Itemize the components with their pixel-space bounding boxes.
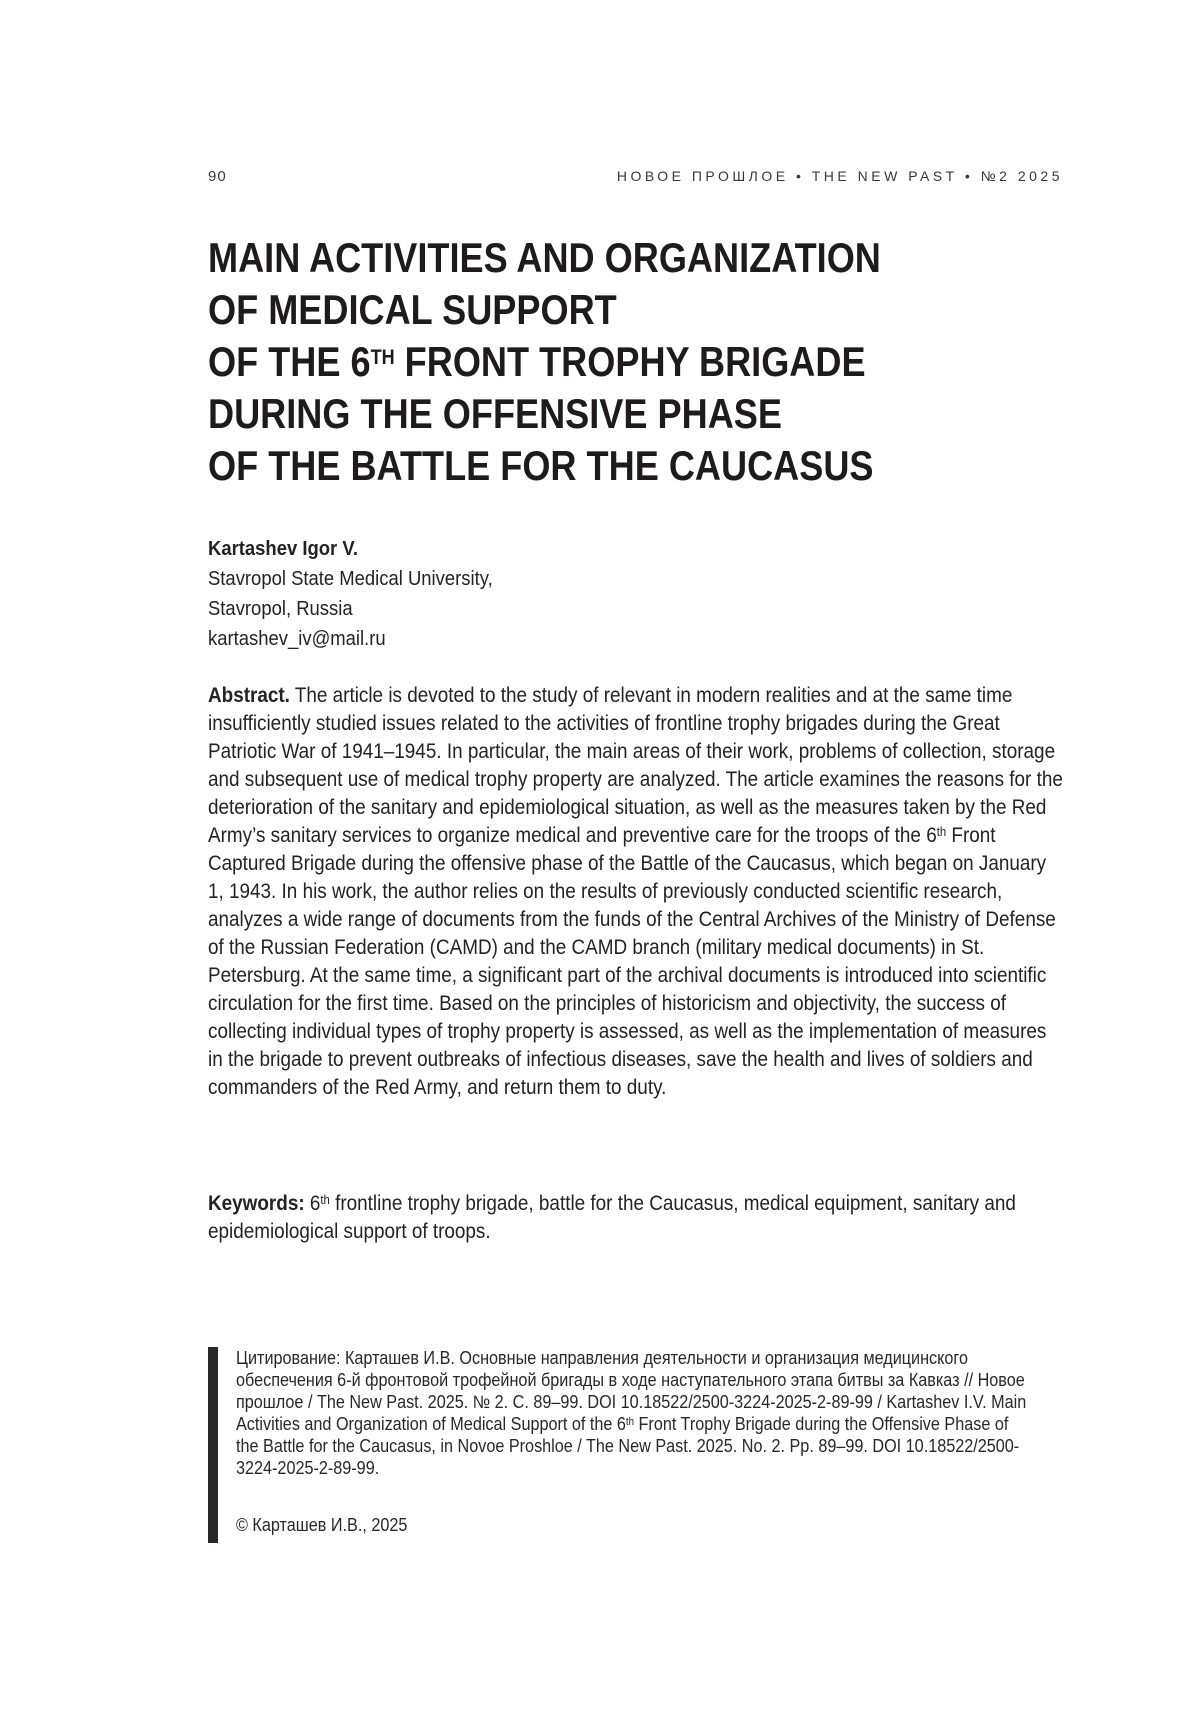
copyright-line: © Карташев И.В., 2025 — [236, 1515, 408, 1535]
citation-block — [236, 1347, 1033, 1479]
page-number: 90 — [208, 168, 227, 185]
abstract-label: Abstract. — [208, 684, 290, 707]
citation-rule-bar — [208, 1347, 218, 1543]
article-title-line-1: MAIN ACTIVITIES AND ORGANIZATION — [208, 234, 881, 281]
article-title-line-2: OF MEDICAL SUPPORT — [208, 286, 617, 333]
keywords-text-2: frontline trophy brigade, battle for the Caucasus, medical equipment, sanitary and epidemiological support of troops. — [208, 1192, 1016, 1243]
ordinal-superscript: th — [320, 1193, 330, 1208]
journal-running-head: НОВОЕ ПРОШЛОЕ • THE NEW PAST • №2 2025 — [616, 168, 1063, 184]
author-name: Kartashev Igor V. — [208, 537, 359, 560]
citation-text-2: Front Trophy Brigade during the Offensive Phase of the Battle for the Caucasus, in Novoe Proshloe / The New Past. 2025. No. 2. Pp. 89–99. DOI 10.18522/2500-3224-2025-2-89-99. — [236, 1414, 1020, 1478]
abstract-text-1: The article is devoted to the study of relevant in modern realities and at the same time insufficiently studied issues related to the activities of frontline trophy brigades during the Great Patriotic War of 1941–1945. In particular, the main areas of their work, problems of collection, storage and subsequent use of medical trophy property are analyzed. The article examines the reasons for the deterioration of the sanitary and epidemiological situation, as well as the measures taken by the Red Army’s sanitary services to organize medical and preventive care for the troops of the 6 — [208, 684, 1063, 847]
citation-text-1: Цитирование: Карташев И.В. Основные направления деятельности и организация медицинского обеспечения 6-й фронтовой трофейной бригады в ходе наступательного этапа битвы за Кавказ // Новое прошлое / The New Past. 2025. № 2. С. 89–99. DOI 10.18522/2500-3224-2025-2-89-99 / Kartashev I.V. Main Activities and Organization of Medical Support of the 6 — [236, 1348, 1027, 1434]
article-title — [208, 232, 990, 492]
abstract-text-2: Front Captured Brigade during the offensive phase of the Battle of the Caucasus, which began on January 1, 1943. In his work, the author relies on the results of previously conducted scientific research, analyzes a wide range of documents from the funds of the Central Archives of the Ministry of Defense of the Russian Federation (CAMD) and the CAMD branch (military medical documents) in St. Petersburg. At the same time, a significant part of the archival documents is introduced into scientific circulation for the first time. Based on the principles of historicism and objectivity, the success of collecting individual types of trophy property is assessed, as well as the implementation of measures in the brigade to prevent outbreaks of infectious diseases, save the health and lives of soldiers and commanders of the Red Army, and return them to duty. — [208, 824, 1056, 1099]
author-location: Stavropol, Russia — [208, 597, 353, 620]
page-header — [208, 168, 1063, 185]
article-title-line-4: DURING THE OFFENSIVE PHASE — [208, 390, 782, 437]
abstract-paragraph — [208, 682, 1065, 1102]
keywords-text-1: 6 — [304, 1192, 321, 1215]
ordinal-superscript: th — [625, 1416, 635, 1429]
keywords-paragraph — [208, 1190, 1065, 1246]
author-affiliation: Stavropol State Medical University, — [208, 567, 493, 590]
ordinal-superscript: th — [936, 825, 947, 840]
author-email: kartashev_iv@mail.ru — [208, 627, 386, 650]
ordinal-superscript: TH — [370, 346, 395, 370]
article-title-line-3: OF THE 6TH FRONT TROPHY BRIGADE — [208, 338, 866, 385]
author-block — [208, 534, 1063, 654]
keywords-label: Keywords: — [208, 1192, 305, 1215]
article-title-line-5: OF THE BATTLE FOR THE CAUCASUS — [208, 442, 874, 489]
